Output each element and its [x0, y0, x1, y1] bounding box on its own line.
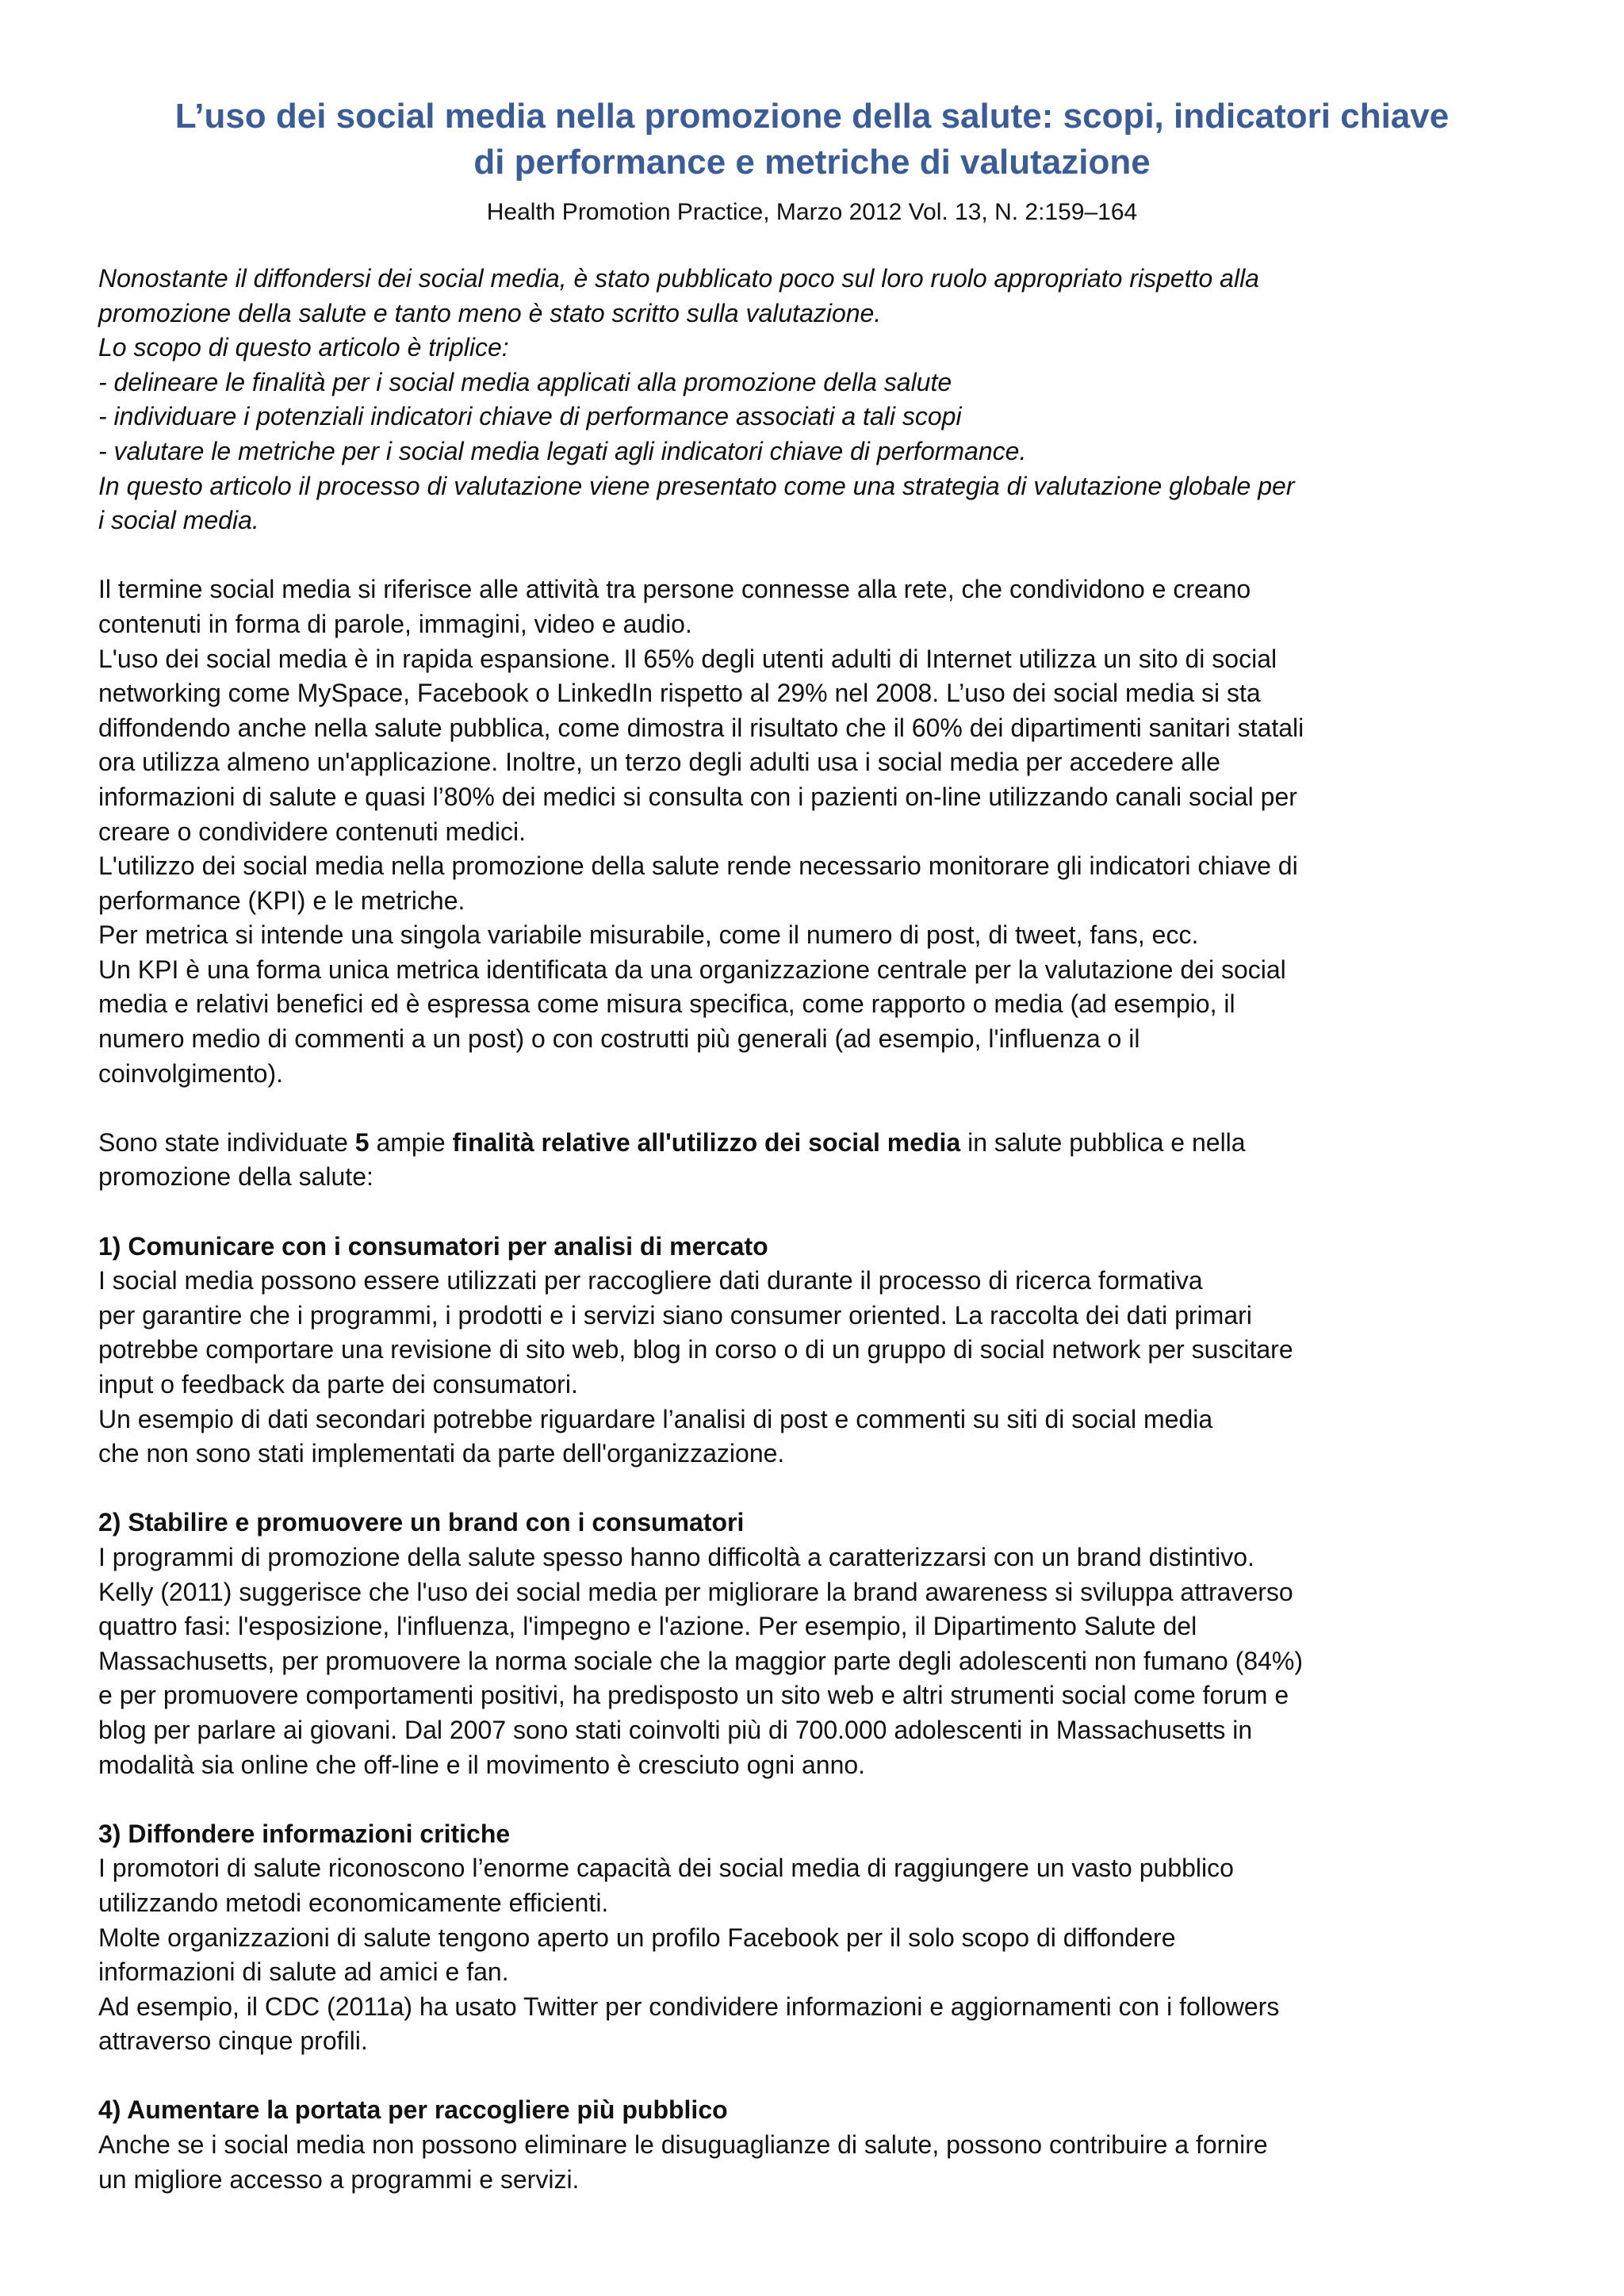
- title-line-1: L’uso dei social media nella promozione della salute: scopi, indicatori chiave: [174, 97, 1450, 136]
- intro-line: Il termine social media si riferisce alle attività tra persone connesse alla rete, che condividono e creano: [98, 575, 1251, 604]
- intro-line: contenuti in forma di parole, immagini, video e audio.: [98, 609, 692, 638]
- section-line: informazioni di salute ad amici e fan.: [98, 1957, 509, 1987]
- intro-line: networking come MySpace, Facebook o LinkedIn rispetto al 29% nel 2008. L’uso dei social media si sta: [98, 679, 1261, 708]
- abstract-line: - individuare i potenziali indicatori chiave di performance associati a tali scopi: [98, 402, 962, 431]
- section-line: un migliore accesso a programmi e servizi.: [98, 2164, 580, 2194]
- section-line: modalità sia online che off-line e il movimento è cresciuto ogni anno.: [98, 1750, 866, 1779]
- paragraph-gap: [98, 538, 1557, 573]
- section-line: Ad esempio, il CDC (2011a) ha usato Twitter per condividere informazioni e aggiornamenti con i followers: [98, 1992, 1280, 2021]
- intro-line: media e relativi benefici ed è espressa come misura specifica, come rapporto o media (ad esempio, il: [98, 989, 1235, 1019]
- goals-intro-line: promozione della salute:: [98, 1162, 373, 1192]
- section-4: [98, 2093, 1557, 2197]
- section-line: e per promuovere comportamenti positivi, ha predisposto un sito web e altri strumenti social come forum e: [98, 1681, 1289, 1710]
- intro-line: L'utilizzo dei social media nella promozione della salute rende necessario monitorare gli indicatori chiave di: [98, 851, 1298, 881]
- abstract: [98, 262, 1557, 538]
- section-heading: [98, 2093, 1557, 2128]
- paragraph-gap: [98, 1091, 1557, 1126]
- goals-intro-line: [98, 1126, 1557, 1161]
- abstract-line: In questo articolo il processo di valutazione viene presentato come una strategia di valutazione globale per: [98, 471, 1295, 500]
- section-heading: [98, 1230, 1557, 1265]
- goals-intro-pre: Sono state individuate: [98, 1127, 355, 1157]
- title-line-2: di performance e metriche di valutazione: [473, 143, 1151, 182]
- section-line: Anche se i social media non possono eliminare le disuguaglianze di salute, possono contribuire a fornire: [98, 2130, 1268, 2160]
- journal-citation: Health Promotion Practice, Marzo 2012 Vol. 13, N. 2:159–164: [486, 199, 1138, 225]
- intro-paragraphs: [98, 572, 1557, 1091]
- paragraph-gap: [98, 2059, 1557, 2094]
- section-line: I social media possono essere utilizzati per raccogliere dati durante il processo di ricerca formativa: [98, 1266, 1203, 1295]
- section-2: [98, 1506, 1557, 1782]
- intro-line: creare o condividere contenuti medici.: [98, 817, 526, 846]
- section-heading-text: 3) Diffondere informazioni critiche: [98, 1819, 511, 1848]
- section-line: Massachusetts, per promuovere la norma sociale che la maggior parte degli adolescenti non fumano (84%): [98, 1646, 1304, 1675]
- section-heading-text: 1) Comunicare con i consumatori per analisi di mercato: [98, 1231, 768, 1261]
- section-line: input o feedback da parte dei consumatori.: [98, 1370, 578, 1399]
- section-line: Kelly (2011) suggerisce che l'uso dei social media per migliorare la brand awareness si sviluppa attraverso: [98, 1577, 1293, 1606]
- section-line: potrebbe comportare una revisione di sito web, blog in corso o di un gruppo di social network per suscitare: [98, 1335, 1293, 1364]
- paragraph-gap: [98, 1782, 1557, 1817]
- section-heading: [98, 1506, 1557, 1540]
- intro-line: diffondendo anche nella salute pubblica, come dimostra il risultato che il 60% dei dipartimenti sanitari statali: [98, 713, 1304, 742]
- section-heading: [98, 1817, 1557, 1852]
- paragraph-gap: [98, 1195, 1557, 1230]
- section-3: [98, 1817, 1557, 2059]
- section-line: attraverso cinque profili.: [98, 2026, 368, 2056]
- section-line: che non sono stati implementati da parte dell'organizzazione.: [98, 1439, 785, 1468]
- page-title: [98, 94, 1526, 186]
- intro-line: informazioni di salute e quasi l’80% dei medici si consulta con i pazienti on-line utilizzando canali social per: [98, 782, 1297, 811]
- intro-line: numero medio di commenti a un post) o con costrutti più generali (ad esempio, l'influenza o il: [98, 1024, 1140, 1054]
- abstract-line: - delineare le finalità per i social media applicati alla promozione della salute: [98, 367, 952, 396]
- goals-count: 5: [354, 1127, 370, 1157]
- section-heading-text: 2) Stabilire e promuovere un brand con i consumatori: [98, 1508, 745, 1537]
- section-line: Un esempio di dati secondari potrebbe riguardare l’analisi di post e commenti su siti di social media: [98, 1404, 1213, 1433]
- goals-intro: [98, 1126, 1557, 1195]
- abstract-line: Lo scopo di questo articolo è triplice:: [98, 333, 509, 362]
- intro-line: Per metrica si intende una singola variabile misurabile, come il numero di post, di tweet, fans, ecc.: [98, 920, 1199, 950]
- goals-intro-post: in salute pubblica e nella: [960, 1127, 1246, 1157]
- intro-line: L'uso dei social media è in rapida espansione. Il 65% degli utenti adulti di Internet utilizza un sito di social: [98, 644, 1277, 673]
- section-line: Molte organizzazioni di salute tengono aperto un profilo Facebook per il solo scopo di diffondere: [98, 1923, 1176, 1952]
- section-line: I programmi di promozione della salute spesso hanno difficoltà a caratterizzarsi con un brand distintivo.: [98, 1542, 1254, 1571]
- paragraph-gap: [98, 1471, 1557, 1506]
- section-1: [98, 1230, 1557, 1471]
- article-body: [98, 262, 1557, 2197]
- section-line: blog per parlare ai giovani. Dal 2007 sono stati coinvolti più di 700.000 adolescenti in Massachusetts in: [98, 1715, 1253, 1744]
- abstract-line: promozione della salute e tanto meno è stato scritto sulla valutazione.: [98, 298, 882, 327]
- section-line: utilizzando metodi economicamente efficienti.: [98, 1888, 609, 1917]
- section-line: I promotori di salute riconoscono l’enorme capacità dei social media di raggiungere un vasto pubblico: [98, 1854, 1234, 1883]
- abstract-line: i social media.: [98, 506, 259, 535]
- intro-line: coinvolgimento).: [98, 1058, 283, 1088]
- section-line: per garantire che i programmi, i prodotti e i servizi siano consumer oriented. La raccolta dei dati primari: [98, 1300, 1252, 1330]
- abstract-line: - valutare le metriche per i social media legati agli indicatori chiave di performance.: [98, 436, 1027, 465]
- section-heading-text: 4) Aumentare la portata per raccogliere più pubblico: [98, 2095, 728, 2125]
- intro-line: performance (KPI) e le metriche.: [98, 886, 465, 915]
- intro-line: ora utilizza almeno un'applicazione. Inoltre, un terzo degli adulti usa i social media per accedere alle: [98, 748, 1220, 777]
- intro-line: Un KPI è una forma unica metrica identificata da una organizzazione centrale per la valutazione dei social: [98, 955, 1286, 984]
- goals-intro-mid: ampie: [369, 1127, 453, 1157]
- goals-bold-phrase: finalità relative all'utilizzo dei social media: [452, 1127, 961, 1157]
- section-line: quattro fasi: l'esposizione, l'influenza, l'impegno e l'azione. Per esempio, il Dipartimento Salute del: [98, 1612, 1197, 1641]
- abstract-line: Nonostante il diffondersi dei social media, è stato pubblicato poco sul loro ruolo appropriato rispetto alla: [98, 264, 1259, 293]
